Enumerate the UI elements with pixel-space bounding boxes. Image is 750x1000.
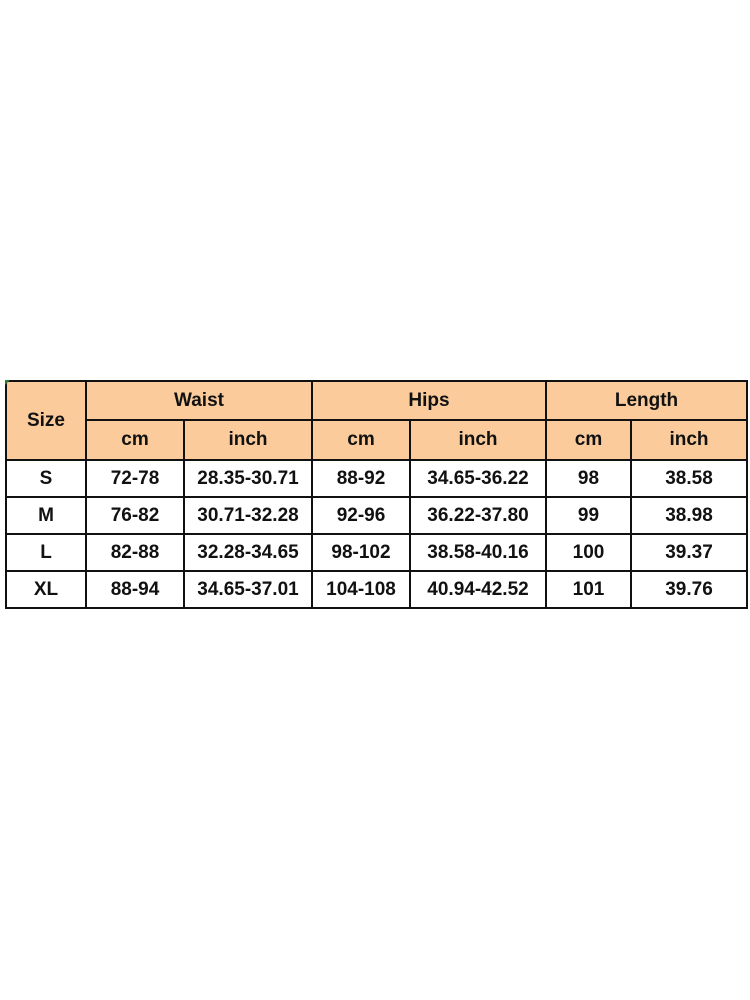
cell-length-cm: 100 bbox=[546, 534, 631, 571]
table-row bbox=[6, 571, 747, 608]
cell-hips-cm: 98-102 bbox=[312, 534, 410, 571]
header-waist-cm: cm bbox=[86, 420, 184, 460]
table-row bbox=[6, 534, 747, 571]
header-size: Size bbox=[6, 381, 86, 460]
cell-hips-inch: 36.22-37.80 bbox=[410, 497, 546, 534]
cell-waist-inch: 28.35-30.71 bbox=[184, 460, 312, 497]
table-row bbox=[6, 497, 747, 534]
header-hips-inch: inch bbox=[410, 420, 546, 460]
cell-size: L bbox=[6, 534, 86, 571]
cell-length-cm: 101 bbox=[546, 571, 631, 608]
cell-waist-cm: 82-88 bbox=[86, 534, 184, 571]
header-length-cm: cm bbox=[546, 420, 631, 460]
header-hips: Hips bbox=[312, 381, 546, 420]
size-chart-table bbox=[5, 380, 748, 609]
cell-size: S bbox=[6, 460, 86, 497]
header-waist: Waist bbox=[86, 381, 312, 420]
cell-waist-inch: 34.65-37.01 bbox=[184, 571, 312, 608]
header-waist-inch: inch bbox=[184, 420, 312, 460]
cell-hips-inch: 40.94-42.52 bbox=[410, 571, 546, 608]
cell-hips-cm: 104-108 bbox=[312, 571, 410, 608]
header-length: Length bbox=[546, 381, 747, 420]
cell-hips-inch: 38.58-40.16 bbox=[410, 534, 546, 571]
cell-size: XL bbox=[6, 571, 86, 608]
cell-length-inch: 39.37 bbox=[631, 534, 747, 571]
cell-waist-inch: 30.71-32.28 bbox=[184, 497, 312, 534]
cell-size: M bbox=[6, 497, 86, 534]
cell-length-cm: 98 bbox=[546, 460, 631, 497]
header-row-units bbox=[6, 420, 747, 460]
header-hips-cm: cm bbox=[312, 420, 410, 460]
table-row bbox=[6, 460, 747, 497]
cell-length-inch: 38.58 bbox=[631, 460, 747, 497]
cell-waist-cm: 72-78 bbox=[86, 460, 184, 497]
cell-length-inch: 38.98 bbox=[631, 497, 747, 534]
header-row-groups bbox=[6, 381, 747, 420]
cell-hips-cm: 92-96 bbox=[312, 497, 410, 534]
cell-waist-inch: 32.28-34.65 bbox=[184, 534, 312, 571]
cell-hips-inch: 34.65-36.22 bbox=[410, 460, 546, 497]
cell-waist-cm: 88-94 bbox=[86, 571, 184, 608]
cell-length-cm: 99 bbox=[546, 497, 631, 534]
cell-waist-cm: 76-82 bbox=[86, 497, 184, 534]
header-length-inch: inch bbox=[631, 420, 747, 460]
cell-length-inch: 39.76 bbox=[631, 571, 747, 608]
cell-selection-marker bbox=[5, 380, 10, 385]
cell-hips-cm: 88-92 bbox=[312, 460, 410, 497]
